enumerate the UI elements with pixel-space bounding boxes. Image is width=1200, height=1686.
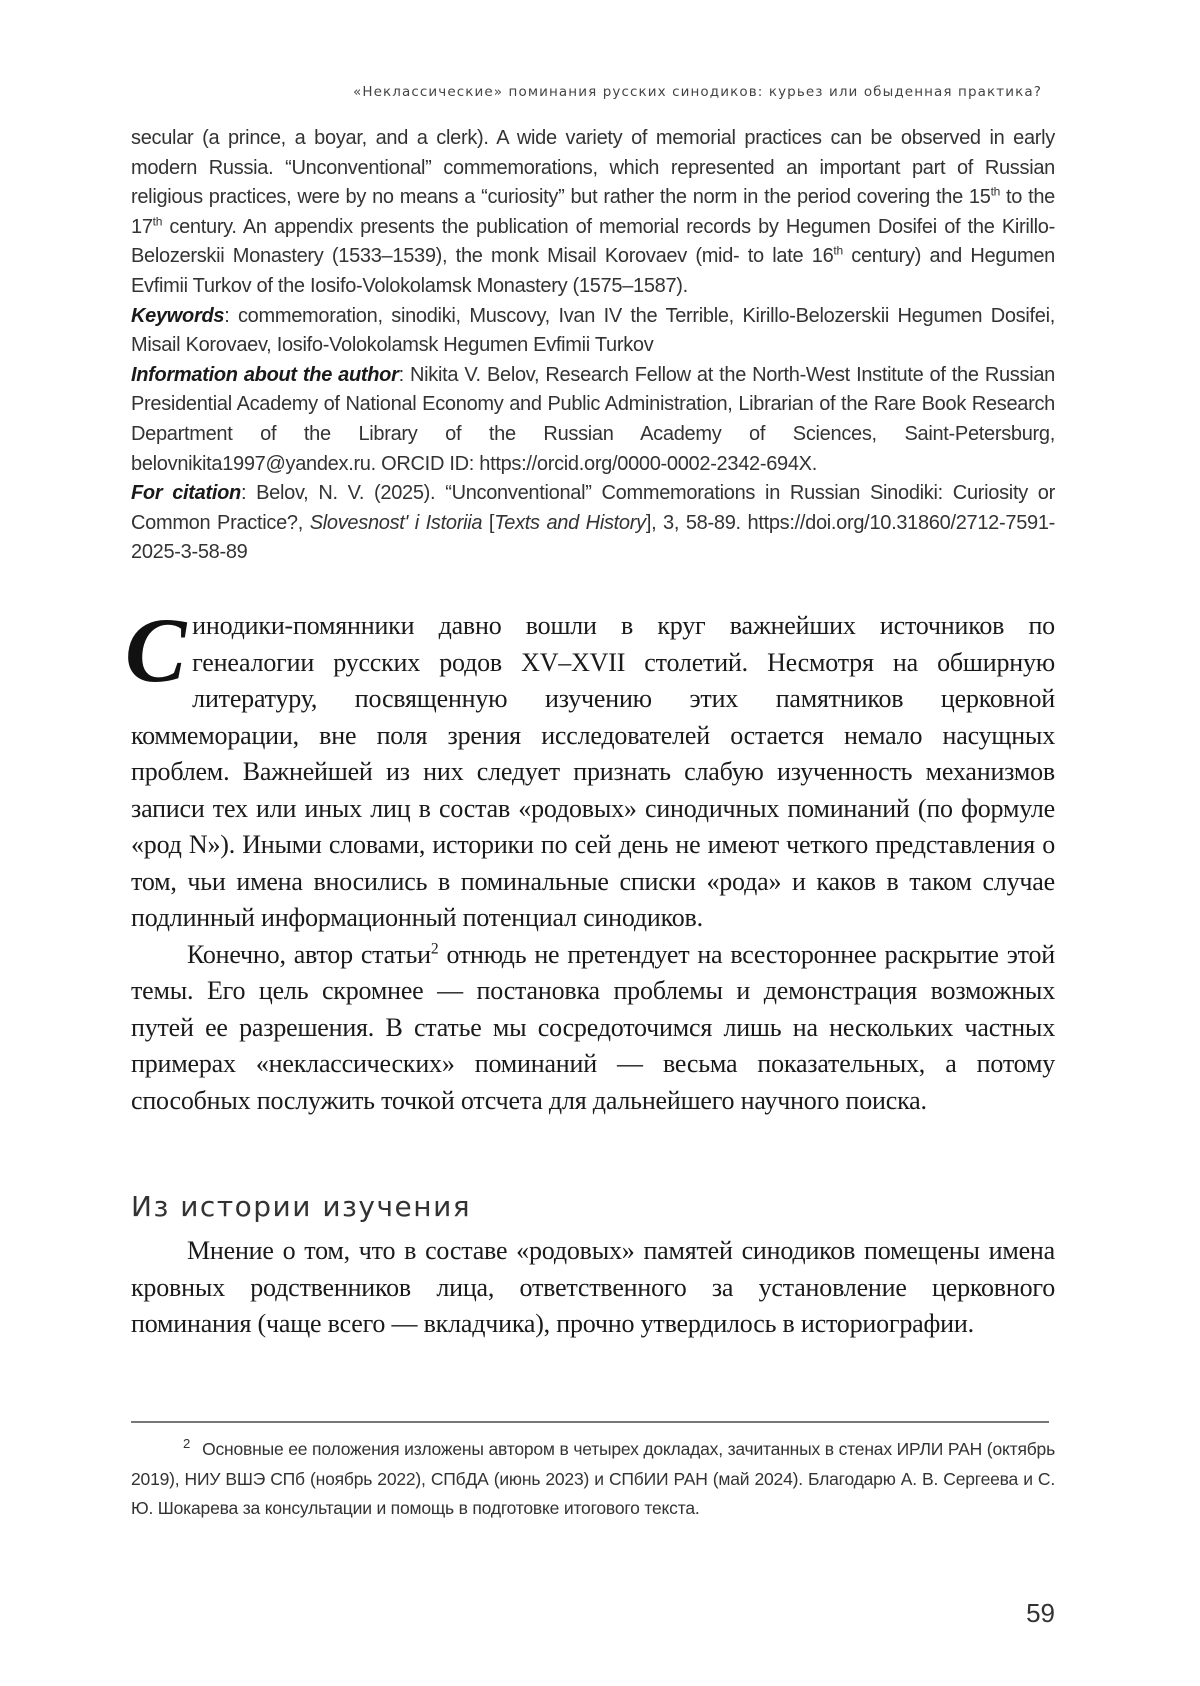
drop-cap: С bbox=[125, 614, 186, 686]
citation-label: For citation bbox=[131, 482, 241, 504]
author-info-label: Information about the author bbox=[131, 364, 399, 386]
body-paragraph: Конечно, автор статьи2 отнюдь не претендует на всестороннее раскрытие этой темы. Его цель скромнее — постановка проблемы и демонстрация возможных путей ее разрешения. В статье мы сосредоточимся лишь на нескольких частных примерах «неклассических» поминаний — весьма показательных, а потому способных послужить точкой отсчета для дальнейшего научного поиска. bbox=[131, 937, 1055, 1120]
body-paragraph: Мнение о том, что в составе «родовых» памятей синодиков помещены имена кровных родственников лица, ответственного за установление церковного поминания (чаще всего — вкладчика), прочно утвердилось в историографии. bbox=[131, 1233, 1055, 1343]
abstract-block bbox=[131, 124, 1055, 568]
running-header: «Неклассические» поминания русских синодиков: курьез или обыденная практика? bbox=[353, 84, 1042, 100]
document-page bbox=[0, 0, 1200, 1686]
citation: For citation: Belov, N. V. (2025). “Unconventional” Commemorations in Russian Sinodiki: Curiosity or Common Practice?, Slovesnost' i Istoriia [Texts and History], 3, 58-89. https://doi.org/10.31860/2712-7591-2025-3-58-89 bbox=[131, 479, 1055, 568]
footnote bbox=[131, 1435, 1055, 1524]
footnote-divider bbox=[131, 1421, 1049, 1423]
section-text bbox=[131, 1233, 1055, 1343]
abstract-summary: secular (a prince, a boyar, and a clerk). A wide variety of memorial practices can be observed in early modern Russia. “Unconventional” commemorations, which represented an important part of Russian religious practices, were by no means a “curiosity” but rather the norm in the period covering the 15th to the 17th century. An appendix presents the publication of memorial records by Hegumen Dosifei of the Kirillo-Belozerskii Monastery (1533–1539), the monk Misail Korovaev (mid- to late 16th century) and Hegumen Evfimii Turkov of the Iosifo-Volokolamsk Monastery (1575–1587). bbox=[131, 124, 1055, 302]
footnote-reference[interactable]: 2 bbox=[431, 940, 439, 957]
footnote-text: Основные ее положения изложены автором в четырех докладах, зачитанных в стенах ИРЛИ РАН (октябрь 2019), НИУ ВШЭ СПб (ноябрь 2022), СПбДА (июнь 2023) и СПбИИ РАН (май 2024). Благодарю А. В. Сергеева и С. Ю. Шокарева за консультации и помощь в подготовке итогового текста. bbox=[131, 1439, 1055, 1518]
page-number: 59 bbox=[1026, 1598, 1055, 1629]
keywords: Keywords: commemoration, sinodiki, Muscovy, Ivan IV the Terrible, Kirillo-Belozerskii Hegumen Dosifei, Misail Korovaev, Iosifo-Volokolamsk Hegumen Evfimii Turkov bbox=[131, 302, 1055, 361]
footnote-mark: 2 bbox=[183, 1436, 190, 1451]
author-info: Information about the author: Nikita V. Belov, Research Fellow at the North-West Institute of the Russian Presidential Academy of National Economy and Public Administration, Librarian of the Rare Book Research Department of the Library of the Russian Academy of Sciences, Saint-Petersburg, belovnikita1997@yandex.ru. ORCID ID: https://orcid.org/0000-0002-2342-694X. bbox=[131, 361, 1055, 479]
keywords-label: Keywords bbox=[131, 305, 224, 327]
section-heading: Из истории изучения bbox=[131, 1190, 471, 1223]
main-text bbox=[131, 608, 1055, 1119]
body-paragraph: С инодики-помянники давно вошли в круг важнейших источников по генеалогии русских родов XV–XVII столетий. Несмотря на обширную литературу, посвященную изучению этих памятников церковной коммеморации, вне поля зрения исследователей остается немало насущных проблем. Важнейшей из них следует признать слабую изученность механизмов записи тех или иных лиц в состав «родовых» синодичных поминаний (по формуле «род N»). Иными словами, историки по сей день не имеют четкого представления о том, чьи имена вносились в поминальные списки «рода» и каков в таком случае подлинный информационный потенциал синодиков. bbox=[131, 608, 1055, 937]
